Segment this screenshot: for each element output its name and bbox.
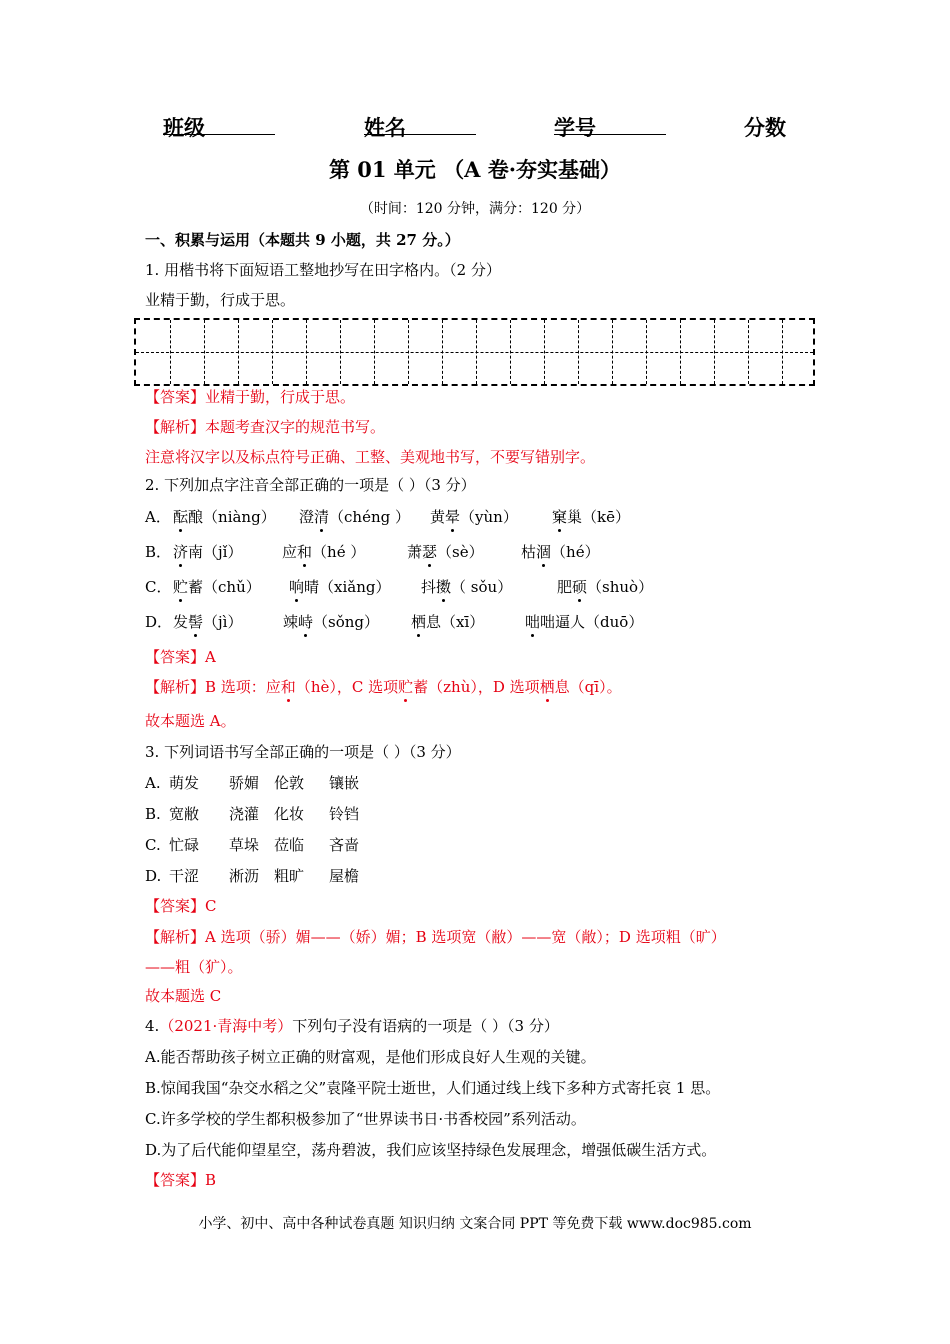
q4-source: （2021·青海中考）	[159, 1017, 293, 1035]
option-item: 济南（jǐ）	[173, 543, 243, 561]
option-label: D.	[145, 867, 162, 885]
grid-line	[714, 320, 715, 384]
q1-answer: 【答案】业精于勤，行成于思。	[145, 388, 356, 406]
option-label: C．	[145, 578, 172, 596]
option-word: 浇灌	[229, 805, 260, 823]
q2-answer: 【答案】A	[145, 648, 216, 666]
q3-analysis: 【解析】A 选项（骄）媚——（娇）媚；B 选项宽（敝）——宽（敞）；D 选项粗（旷）	[145, 928, 726, 946]
q3-conclusion: 故本题选 C	[145, 987, 222, 1005]
option-word: 莅临	[274, 836, 305, 854]
option-label: A.	[145, 774, 161, 792]
student-info-header	[0, 112, 950, 148]
q3-stem: 3. 下列词语书写全部正确的一项是（ ）（3 分）	[145, 743, 461, 761]
q4-stem: 4.（2021·青海中考）下列句子没有语病的一项是（ ）（3 分）	[145, 1017, 559, 1035]
grid-line	[340, 320, 341, 384]
grid-line	[748, 320, 749, 384]
grid-line	[170, 320, 171, 384]
option-word: 淅沥	[229, 867, 260, 885]
grid-line	[544, 320, 545, 384]
q3-answer: 【答案】C	[145, 897, 217, 915]
option-word: 铃铛	[329, 805, 360, 823]
option-word: 忙碌	[169, 836, 200, 854]
option-item: 响晴（xiǎng）	[289, 578, 391, 596]
q1-analysis: 【解析】本题考查汉字的规范书写。	[145, 418, 386, 436]
option-word: 草垛	[229, 836, 260, 854]
option-item: 竦峙（sǒng）	[283, 613, 380, 631]
option-item: 肥硕（shuò）	[557, 578, 654, 596]
grid-line	[408, 320, 409, 384]
option-word: 屋檐	[329, 867, 360, 885]
option-item: 酝酿（niàng）	[173, 508, 276, 526]
option-item: 抖擞（ sǒu）	[421, 578, 513, 596]
option-word: 化妆	[274, 805, 305, 823]
option-item: 咄咄逼人（duō）	[525, 613, 644, 631]
grid-line	[374, 320, 375, 384]
grid-line	[510, 320, 511, 384]
page-title: 第 01 单元 （A 卷·夯实基础）	[328, 157, 622, 182]
q1-stem: 1. 用楷书将下面短语工整地抄写在田字格内。（2 分）	[145, 261, 501, 279]
option-word: 镶嵌	[329, 774, 360, 792]
option-item: 澄清（chéng ）	[299, 508, 411, 526]
option-label: B.	[145, 805, 161, 823]
q3-analysis-cont: ——粗（犷）。	[145, 958, 243, 976]
q2-stem: 2. 下列加点字注音全部正确的一项是（ ）（3 分）	[145, 476, 476, 494]
q2-conclusion: 故本题选 A。	[145, 712, 236, 730]
writing-grid[interactable]	[134, 318, 815, 386]
option-item: 贮蓄（chǔ）	[173, 578, 261, 596]
grid-line	[238, 320, 239, 384]
option-item: 黄晕（yùn）	[430, 508, 518, 526]
class-label: 班级	[163, 115, 205, 140]
option-word: 伦敦	[274, 774, 305, 792]
section-heading: 一、积累与运用（本题共 9 小题，共 27 分。）	[145, 231, 460, 249]
option-item: 应和（hé ）	[282, 543, 366, 561]
option-item: 枯涸（hé）	[521, 543, 600, 561]
option-word: 干涩	[169, 867, 200, 885]
option-item: 窠巢（kē）	[552, 508, 630, 526]
class-blank[interactable]	[163, 112, 275, 135]
footer-text: 小学、初中、高中各种试卷真题 知识归纳 文案合同 PPT 等免费下载 www.doc985.com	[198, 1216, 752, 1232]
option-label: D．	[145, 613, 173, 631]
grid-line	[442, 320, 443, 384]
option-item: 萧瑟（sè）	[407, 543, 484, 561]
option-word: 宽敝	[169, 805, 200, 823]
grid-line	[680, 320, 681, 384]
grid-line	[578, 320, 579, 384]
name-blank[interactable]	[364, 112, 476, 135]
q4-option-d[interactable]: D.为了后代能仰望星空，荡舟碧波，我们应该坚持绿色发展理念，增强低碳生活方式。	[145, 1141, 717, 1159]
grid-line	[612, 320, 613, 384]
q4-option-c[interactable]: C.许多学校的学生都积极参加了“世界读书日·书香校园”系列活动。	[145, 1110, 586, 1128]
option-item: 发髻（jì）	[173, 613, 243, 631]
q2-analysis: 【解析】B 选项：应和（hè），C 选项贮蓄（zhù），D 选项栖息（qī）。	[145, 678, 622, 696]
option-word: 骄媚	[229, 774, 260, 792]
option-label: A．	[145, 508, 171, 526]
grid-line	[782, 320, 783, 384]
option-word: 萌发	[169, 774, 200, 792]
option-item: 栖息（xī）	[411, 613, 485, 631]
grid-line	[272, 320, 273, 384]
score-label: 分数	[744, 115, 786, 140]
id-label: 学号	[554, 115, 596, 140]
q4-option-a[interactable]: A.能否帮助孩子树立正确的财富观，是他们形成良好人生观的关键。	[145, 1048, 596, 1066]
name-label: 姓名	[364, 115, 406, 140]
exam-subtitle: （时间：120 分钟，满分：120 分）	[359, 201, 591, 217]
q4-option-b[interactable]: B.惊闻我国“杂交水稻之父”袁隆平院士逝世，人们通过线上线下多种方式寄托哀 1 思。	[145, 1079, 721, 1097]
option-label: C.	[145, 836, 161, 854]
grid-line	[646, 320, 647, 384]
option-label: B．	[145, 543, 172, 561]
grid-line	[204, 320, 205, 384]
option-word: 粗旷	[274, 867, 305, 885]
q1-note: 注意将汉字以及标点符号正确、工整、美观地书写，不要写错别字。	[145, 448, 596, 466]
grid-line	[306, 320, 307, 384]
grid-line	[476, 320, 477, 384]
q4-answer: 【答案】B	[145, 1171, 217, 1189]
option-word: 吝啬	[329, 836, 360, 854]
q1-phrase: 业精于勤，行成于思。	[145, 291, 296, 309]
id-blank[interactable]	[554, 112, 666, 135]
